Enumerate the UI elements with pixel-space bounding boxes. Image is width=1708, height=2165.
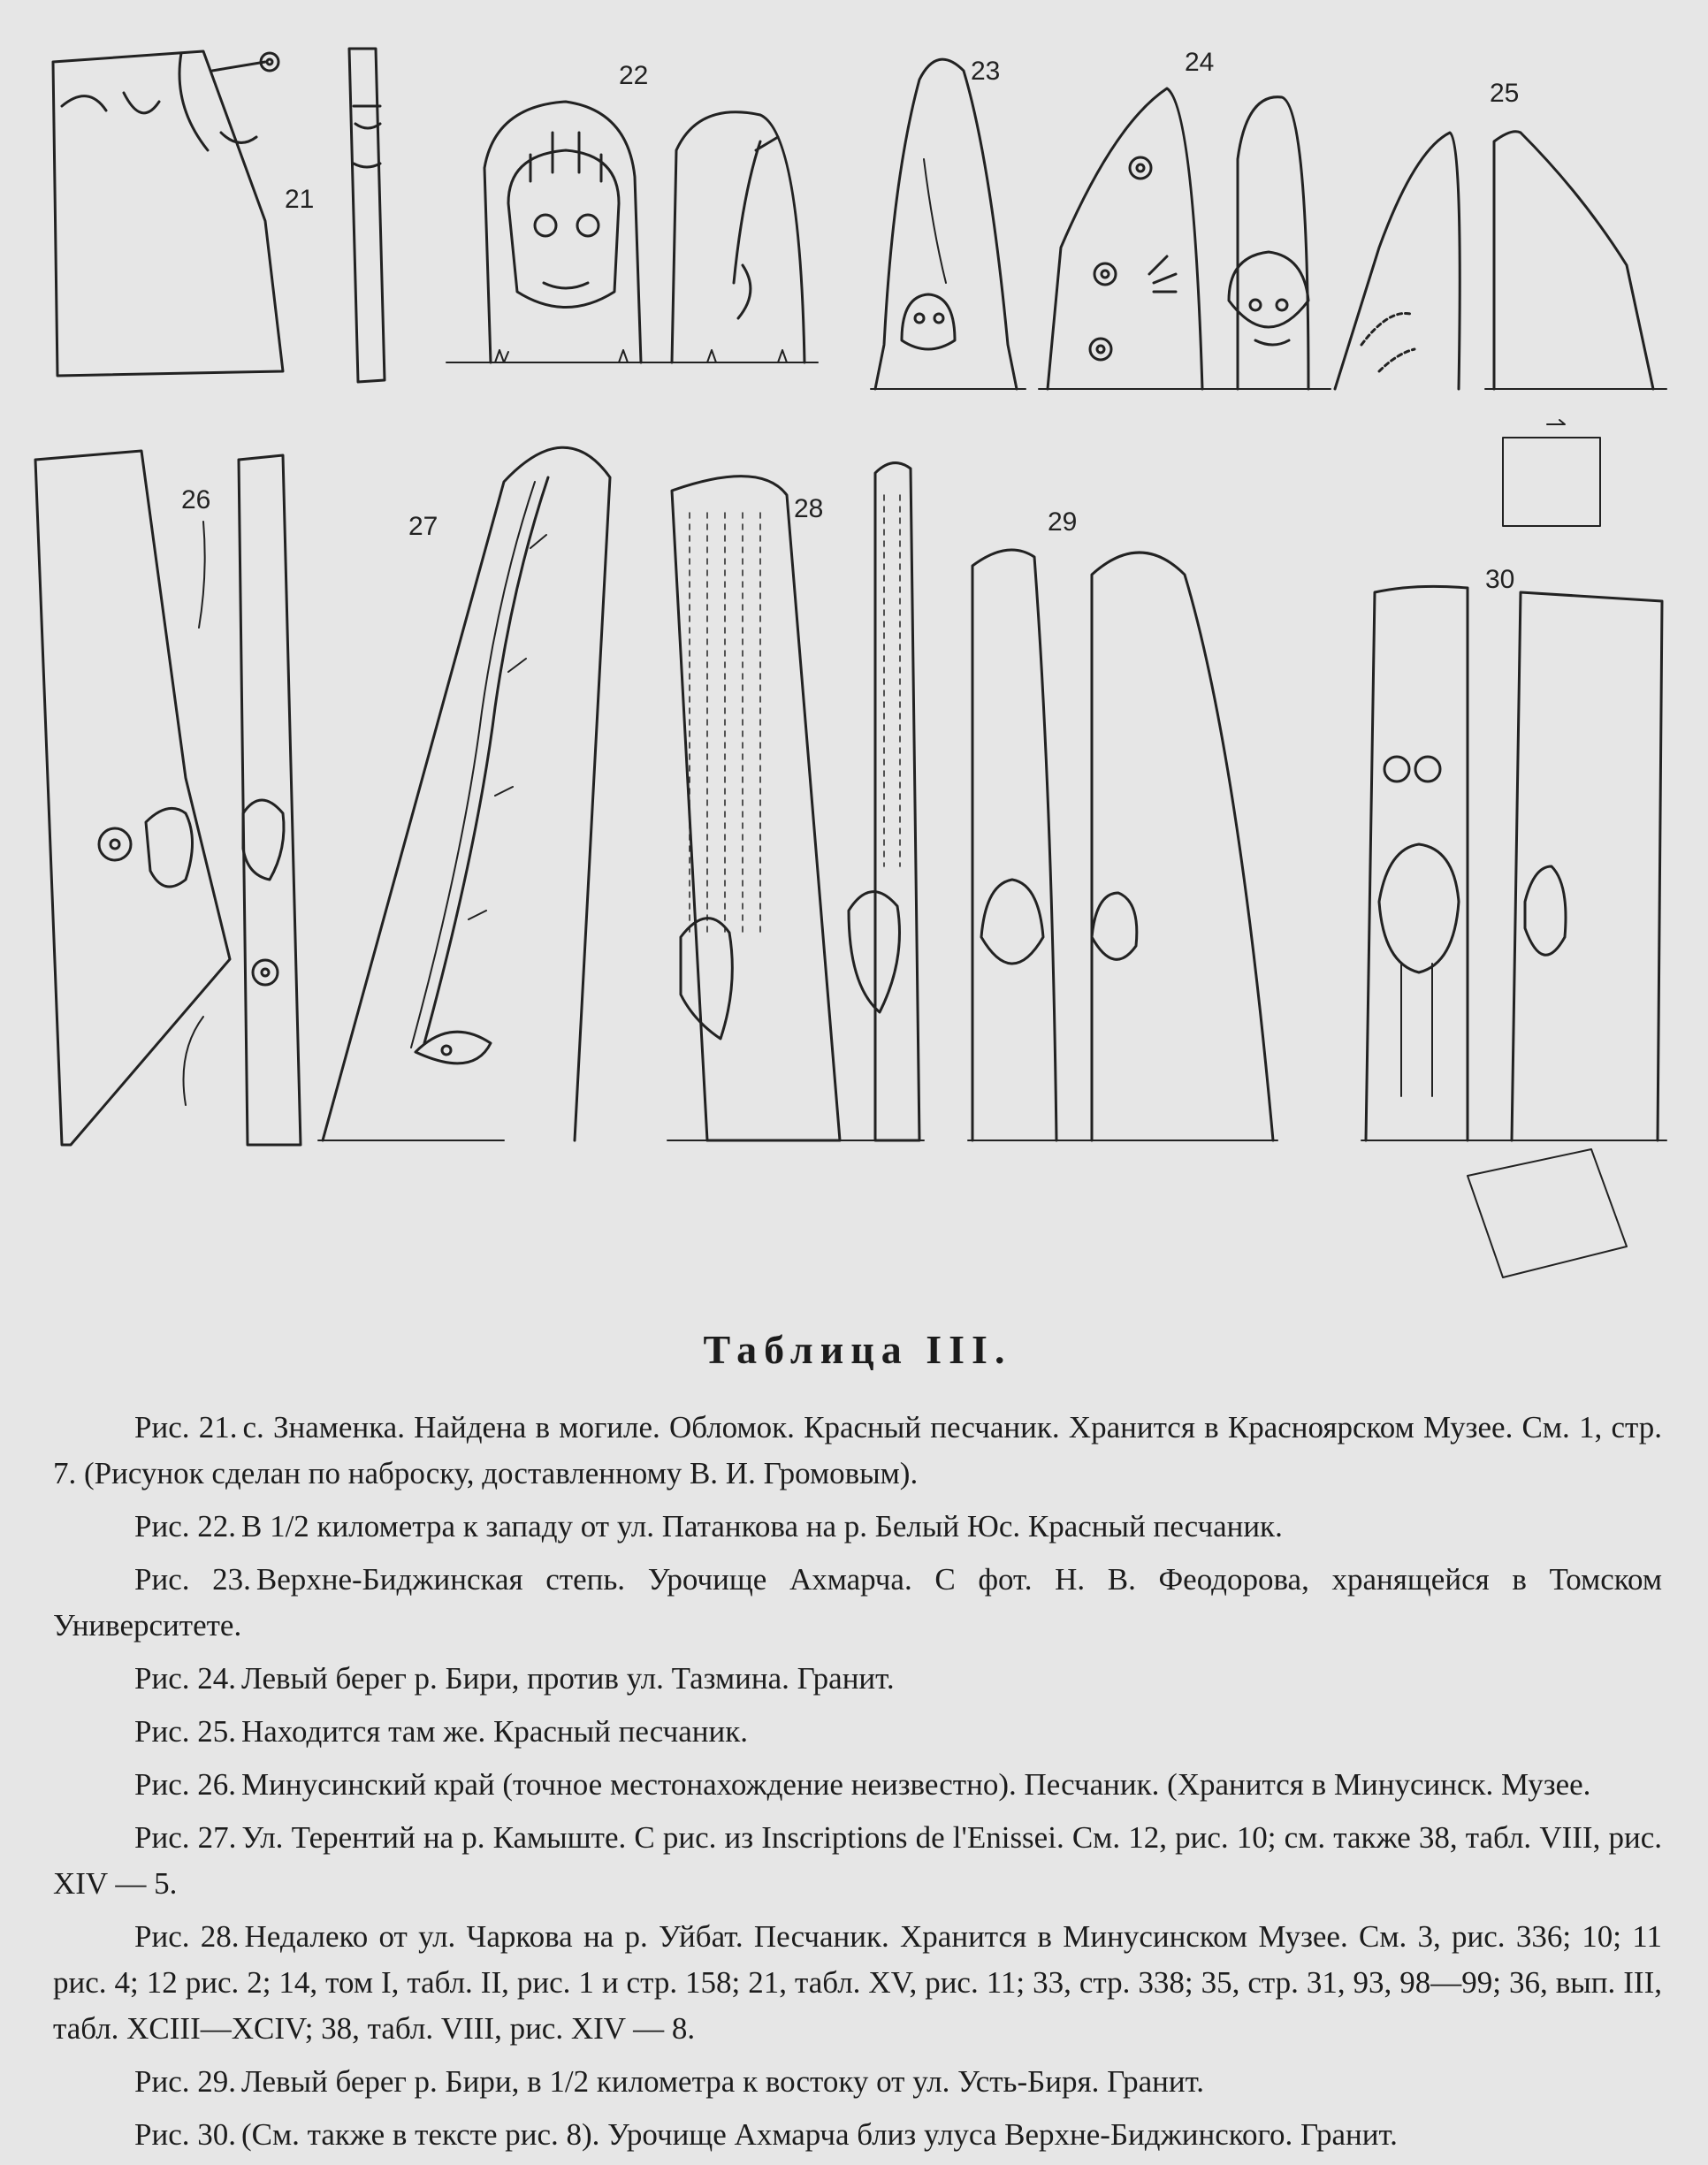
figure-30-drawing (1361, 586, 1666, 1277)
figure-29-drawing (968, 550, 1277, 1140)
caption-entry (53, 2059, 1662, 2105)
caption-text: Верхне-Биджинская степь. Урочище Ахмарча. С фот. Н. В. Феодорова, хранящейся в Томском Университете. (53, 1562, 1662, 1643)
figure-30-label: 30 (1485, 565, 1515, 594)
caption-text: Левый берег р. Бири, в 1/2 километра к востоку от ул. Усть-Биря. Гранит. (240, 2064, 1205, 2099)
figure-26-drawing (35, 451, 301, 1145)
caption-label: Рис. 24. (134, 1661, 236, 1696)
caption-text: Недалеко от ул. Чаркова на р. Уйбат. Песчаник. Хранится в Минусинском Музее. См. 3, рис. 336; 10; 11 рис. 4; 12 рис. 2; 14, том I, табл. II, рис. 1 и стр. 158; 21, табл. XV, рис. 11; 33, стр. 338; 35, стр. 31, 93, 98—99; 36, вып. III, табл. XCIII—XCIV; 38, табл. VIII, рис. XIV — 8. (53, 1919, 1663, 2046)
figure-22-label: 22 (619, 61, 649, 90)
table-title: Таблица III. (703, 1327, 1012, 1372)
caption-label: Рис. 29. (134, 2064, 236, 2099)
caption-label: Рис. 23. (134, 1562, 251, 1597)
caption-text: с. Знаменка. Найдена в могиле. Обломок. Красный песчаник. Хранится в Красноярском Музее. См. 1, стр. 7. (Рисунок сделан по наброску, доставленному В. И. Громовым). (53, 1410, 1663, 1490)
figure-25-label: 25 (1490, 79, 1520, 108)
figure-24-drawing (1039, 88, 1331, 389)
caption-entry (53, 1815, 1662, 1907)
caption-entry (53, 2112, 1662, 2158)
caption-entry (53, 1557, 1662, 1649)
figure-21-drawing (53, 49, 385, 382)
caption-entry (53, 1656, 1662, 1702)
figure-27-label: 27 (408, 512, 438, 541)
caption-label: Рис. 22. (134, 1509, 236, 1544)
figure-26-label: 26 (181, 485, 211, 515)
figure-27-drawing (318, 447, 610, 1140)
caption-entry (53, 1762, 1662, 1808)
caption-label: Рис. 26. (134, 1767, 236, 1802)
caption-text: Левый берег р. Бири, против ул. Тазмина. Гранит. (240, 1661, 895, 1696)
caption-text: В 1/2 километра к западу от ул. Патанкова на р. Белый Юс. Красный песчаник. (240, 1509, 1283, 1544)
figure-22-drawing (446, 102, 818, 362)
figure-23-drawing (871, 59, 1026, 389)
caption-label: Рис. 27. (134, 1820, 237, 1855)
caption-text: Минусинский край (точное местонахождение неизвестно). Песчаник. (Хранится в Минусинск. Музее. (240, 1767, 1591, 1802)
caption-text: (См. также в тексте рис. 8). Урочище Ахмарча близ улуса Верхне-Биджинского. Гранит. (240, 2117, 1398, 2152)
figure-29-label: 29 (1048, 507, 1078, 537)
figure-28-label: 28 (794, 494, 824, 523)
figure-28-drawing (667, 463, 924, 1140)
caption-entry (53, 1504, 1662, 1550)
caption-label: Рис. 21. (134, 1410, 238, 1445)
caption-entry (53, 1405, 1662, 1497)
figure-24-label: 24 (1185, 48, 1215, 77)
caption-entry (53, 1709, 1662, 1755)
figure-21-label: 21 (285, 185, 315, 214)
caption-label: Рис. 25. (134, 1714, 236, 1749)
caption-text: Находится там же. Красный песчаник. (240, 1714, 748, 1749)
caption-label: Рис. 28. (134, 1919, 240, 1954)
caption-text: Ул. Терентий на р. Камыште. С рис. из Inscriptions de l'Enissei. См. 12, рис. 10; см. также 38, табл. VIII, рис. XIV — 5. (53, 1820, 1662, 1901)
caption-block (53, 1326, 1662, 2165)
figure-25-drawing (1335, 132, 1666, 526)
figure-23-label: 23 (971, 57, 1001, 86)
caption-label: Рис. 30. (134, 2117, 236, 2152)
caption-entry (53, 1914, 1662, 2052)
